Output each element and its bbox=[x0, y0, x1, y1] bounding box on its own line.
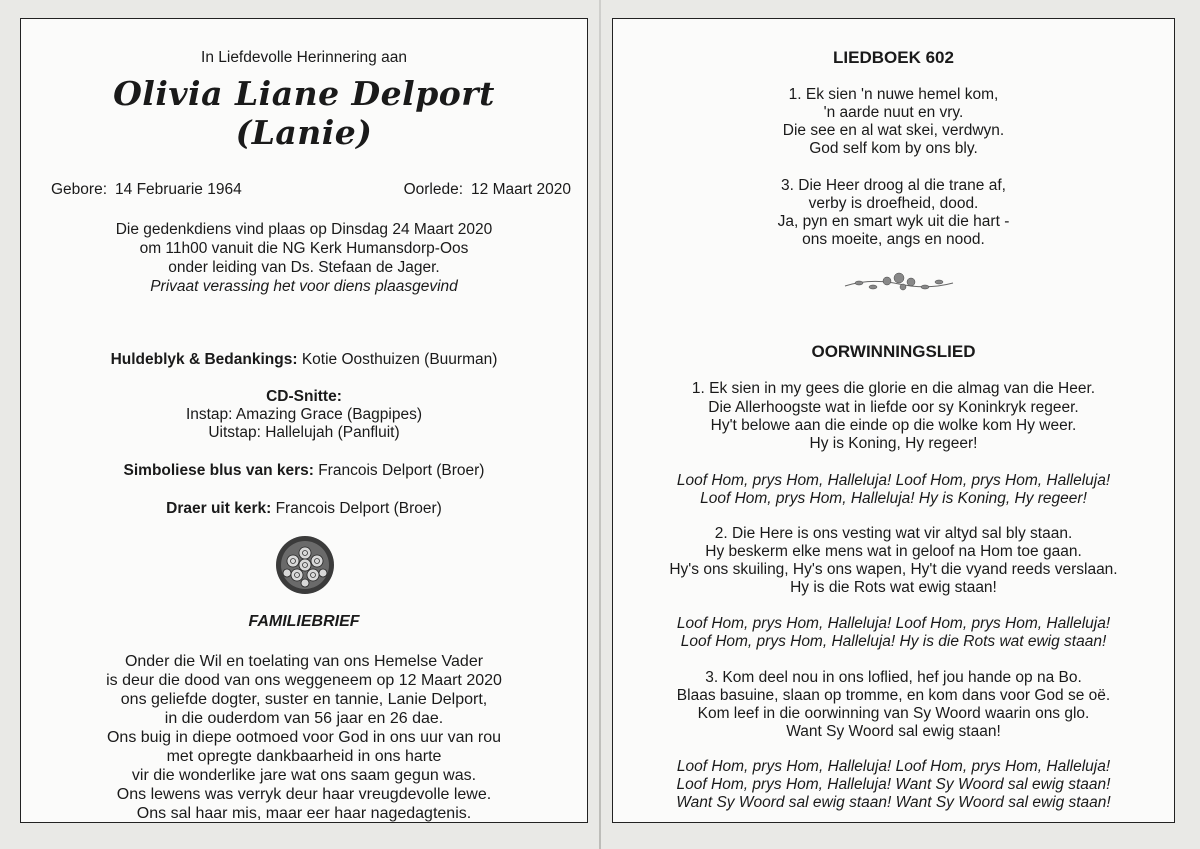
service-line: om 11h00 vanuit die NG Kerk Humansdorp-Oos bbox=[139, 240, 469, 257]
full-name: Olivia Liane Delport bbox=[113, 74, 495, 113]
hymn-panel-right bbox=[612, 18, 1175, 823]
chorus-line: Loof Hom, prys Hom, Halleluja! Loof Hom, prys Hom, Halleluja! bbox=[676, 615, 1111, 632]
service-line: onder leiding van Ds. Stefaan de Jager. bbox=[168, 259, 440, 276]
hymn-line: Die see en al wat skei, verdwyn. bbox=[782, 122, 1005, 139]
hymn-line: 1. Ek sien 'n nuwe hemel kom, bbox=[788, 86, 999, 103]
song-line: 2. Die Here is ons vesting wat vir altyd sal bly staan. bbox=[714, 525, 1073, 542]
died-label: Oorlede: bbox=[403, 181, 464, 198]
song-title: OORWINNINGSLIED bbox=[811, 342, 976, 361]
hymn-line: Ja, pyn en smart wyk uit die hart - bbox=[777, 213, 1010, 230]
dates-row bbox=[51, 181, 571, 201]
song-line: Hy is Koning, Hy regeer! bbox=[809, 435, 978, 452]
chorus-line: Loof Hom, prys Hom, Halleluja! Hy is Koning, Hy regeer! bbox=[700, 490, 1087, 507]
bearer-row bbox=[21, 499, 587, 518]
letter-title: FAMILIEBRIEF bbox=[248, 613, 360, 630]
letter-line: Ons buig in diepe ootmoed voor God in ons uur van rou bbox=[106, 729, 502, 746]
song-line: Hy't belowe aan die einde op die wolke kom Hy weer. bbox=[710, 417, 1077, 434]
tribute-row bbox=[21, 350, 587, 369]
letter-line: met opregte dankbaarheid in ons harte bbox=[166, 748, 442, 765]
chorus-line: Loof Hom, prys Hom, Halleluja! Loof Hom, prys Hom, Halleluja! bbox=[676, 472, 1111, 489]
page-fold bbox=[599, 0, 601, 849]
tribute-label: Huldeblyk & Bedankings: bbox=[110, 351, 298, 368]
cd-entry-out: Uitstap: Hallelujah (Panfluit) bbox=[208, 424, 400, 441]
rose-bouquet-icon bbox=[273, 533, 337, 597]
chorus-line: Want Sy Woord sal ewig staan! Want Sy Woord sal ewig staan! bbox=[676, 794, 1111, 811]
bearer-value: Francois Delport (Broer) bbox=[275, 500, 442, 517]
chorus-line: Loof Hom, prys Hom, Halleluja! Hy is die Rots wat ewig staan! bbox=[680, 633, 1107, 650]
song-line: Kom leef in die oorwinning van Sy Woord waarin ons glo. bbox=[697, 705, 1090, 722]
cd-entry-in: Instap: Amazing Grace (Bagpipes) bbox=[185, 406, 423, 423]
hymn-line: 'n aarde nuut en vry. bbox=[823, 104, 964, 121]
letter-line: is deur die dood van ons weggeneem op 12 Maart 2020 bbox=[106, 672, 502, 689]
hymn-line: ons moeite, angs en nood. bbox=[802, 231, 985, 248]
candle-row bbox=[21, 461, 587, 480]
cremation-note: Privaat verassing het voor diens plaasgevind bbox=[150, 278, 458, 295]
letter-line: Ons sal haar mis, maar eer haar nagedagtenis. bbox=[136, 805, 472, 822]
letter-line: vir die wonderlike jare wat ons saam gegun was. bbox=[131, 767, 477, 784]
hymn-title: LIEDBOEK 602 bbox=[833, 48, 954, 67]
born-date: 14 Februarie 1964 bbox=[115, 181, 242, 198]
tribute-value: Kotie Oosthuizen (Buurman) bbox=[301, 351, 498, 368]
hymn-line: verby is droefheid, dood. bbox=[808, 195, 979, 212]
song-line: Hy's ons skuiling, Hy's ons wapen, Hy't die vyand reeds verslaan. bbox=[669, 561, 1118, 578]
bearer-label: Draer uit kerk: bbox=[166, 500, 272, 517]
died-info bbox=[404, 181, 571, 199]
died-date: 12 Maart 2020 bbox=[471, 181, 571, 198]
floral-divider-icon bbox=[841, 268, 957, 298]
song-line: 3. Kom deel nou in ons loflied, hef jou hande op na Bo. bbox=[705, 669, 1082, 686]
nickname: (Lanie) bbox=[235, 113, 373, 152]
letter-line: Ons lewens was verryk deur haar vreugdevolle lewe. bbox=[116, 786, 492, 803]
hymn-line: God self kom by ons bly. bbox=[809, 140, 978, 157]
service-line: Die gedenkdiens vind plaas op Dinsdag 24 Maart 2020 bbox=[115, 221, 493, 238]
cd-title: CD-Snitte: bbox=[266, 388, 342, 405]
letter-line: ons geliefde dogter, suster en tannie, Lanie Delport, bbox=[120, 691, 488, 708]
chorus-line: Loof Hom, prys Hom, Halleluja! Loof Hom, prys Hom, Halleluja! bbox=[676, 758, 1111, 775]
candle-value: Francois Delport (Broer) bbox=[318, 462, 485, 479]
letter-line: Onder die Wil en toelating van ons Hemelse Vader bbox=[124, 653, 484, 670]
song-line: Blaas basuine, slaan op tromme, en kom dans voor God se oë. bbox=[676, 687, 1111, 704]
song-line: Hy is die Rots wat ewig staan! bbox=[790, 579, 997, 596]
born-label: Gebore: bbox=[51, 181, 108, 198]
letter-line: in die ouderdom van 56 jaar en 26 dae. bbox=[164, 710, 444, 727]
song-line: Hy beskerm elke mens wat in geloof na Hom toe gaan. bbox=[705, 543, 1082, 560]
memorial-panel-left bbox=[20, 18, 588, 823]
hymn-line: 3. Die Heer droog al die trane af, bbox=[781, 177, 1006, 194]
chorus-line: Loof Hom, prys Hom, Halleluja! Want Sy Woord sal ewig staan! bbox=[676, 776, 1111, 793]
candle-label: Simboliese blus van kers: bbox=[123, 462, 314, 479]
song-line: Die Allerhoogste wat in liefde oor sy Koninkryk regeer. bbox=[708, 399, 1079, 416]
intro-text: In Liefdevolle Herinnering aan bbox=[201, 49, 407, 66]
born-info bbox=[51, 181, 242, 199]
song-line: 1. Ek sien in my gees die glorie en die almag van die Heer. bbox=[691, 380, 1096, 397]
song-line: Want Sy Woord sal ewig staan! bbox=[786, 723, 1001, 740]
